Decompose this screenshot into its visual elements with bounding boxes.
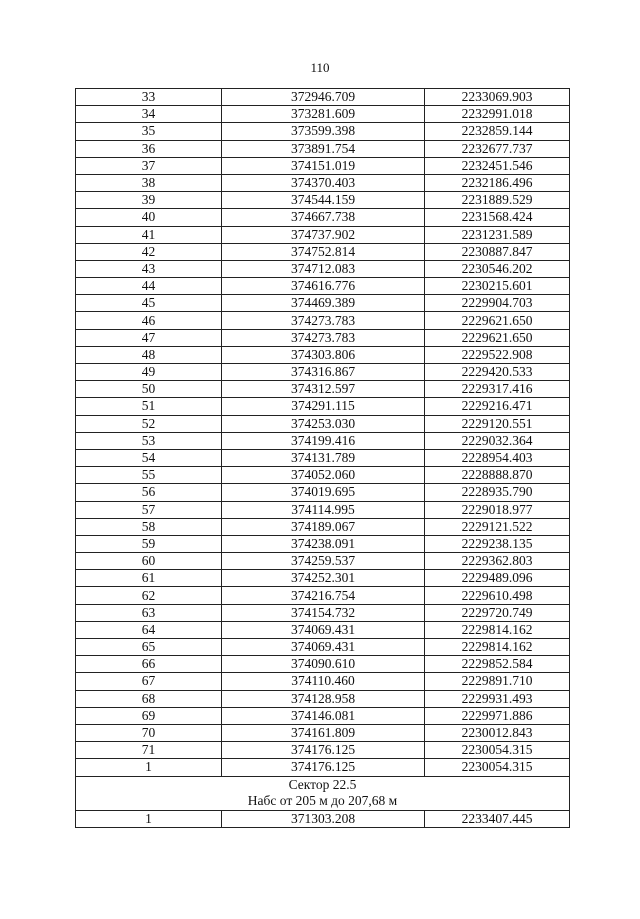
x-coordinate-cell: 374469.389 xyxy=(222,295,425,312)
table-row xyxy=(76,724,570,741)
y-coordinate-cell: 2230054.315 xyxy=(425,759,570,776)
point-number-cell: 59 xyxy=(76,535,222,552)
x-coordinate-cell: 371303.208 xyxy=(222,810,425,827)
x-coordinate-cell: 374544.159 xyxy=(222,192,425,209)
point-number-cell: 51 xyxy=(76,398,222,415)
y-coordinate-cell: 2231889.529 xyxy=(425,192,570,209)
x-coordinate-cell: 374176.125 xyxy=(222,759,425,776)
coordinates-table xyxy=(75,88,570,828)
x-coordinate-cell: 373281.609 xyxy=(222,106,425,123)
y-coordinate-cell: 2229904.703 xyxy=(425,295,570,312)
point-number-cell: 71 xyxy=(76,742,222,759)
point-number-cell: 60 xyxy=(76,553,222,570)
point-number-cell: 47 xyxy=(76,329,222,346)
table-row xyxy=(76,329,570,346)
table-row xyxy=(76,467,570,484)
point-number-cell: 34 xyxy=(76,106,222,123)
y-coordinate-cell: 2232451.546 xyxy=(425,157,570,174)
x-coordinate-cell: 374176.125 xyxy=(222,742,425,759)
y-coordinate-cell: 2233407.445 xyxy=(425,810,570,827)
y-coordinate-cell: 2229621.650 xyxy=(425,312,570,329)
table-row xyxy=(76,209,570,226)
x-coordinate-cell: 374189.067 xyxy=(222,518,425,535)
y-coordinate-cell: 2231568.424 xyxy=(425,209,570,226)
table-row xyxy=(76,604,570,621)
y-coordinate-cell: 2232859.144 xyxy=(425,123,570,140)
x-coordinate-cell: 374252.301 xyxy=(222,570,425,587)
point-number-cell: 44 xyxy=(76,278,222,295)
point-number-cell: 68 xyxy=(76,690,222,707)
y-coordinate-cell: 2229610.498 xyxy=(425,587,570,604)
y-coordinate-cell: 2229317.416 xyxy=(425,381,570,398)
point-number-cell: 66 xyxy=(76,656,222,673)
x-coordinate-cell: 374238.091 xyxy=(222,535,425,552)
y-coordinate-cell: 2230215.601 xyxy=(425,278,570,295)
point-number-cell: 1 xyxy=(76,759,222,776)
y-coordinate-cell: 2229216.471 xyxy=(425,398,570,415)
y-coordinate-cell: 2229420.533 xyxy=(425,364,570,381)
point-number-cell: 55 xyxy=(76,467,222,484)
x-coordinate-cell: 374616.776 xyxy=(222,278,425,295)
table-row xyxy=(76,89,570,106)
y-coordinate-cell: 2232677.737 xyxy=(425,140,570,157)
table-row xyxy=(76,810,570,827)
table-row xyxy=(76,690,570,707)
table-row xyxy=(76,449,570,466)
x-coordinate-cell: 374019.695 xyxy=(222,484,425,501)
table-row xyxy=(76,346,570,363)
x-coordinate-cell: 374146.081 xyxy=(222,707,425,724)
point-number-cell: 35 xyxy=(76,123,222,140)
point-number-cell: 53 xyxy=(76,432,222,449)
x-coordinate-cell: 374154.732 xyxy=(222,604,425,621)
y-coordinate-cell: 2230887.847 xyxy=(425,243,570,260)
table-row xyxy=(76,432,570,449)
table-row xyxy=(76,398,570,415)
table-row xyxy=(76,587,570,604)
y-coordinate-cell: 2232991.018 xyxy=(425,106,570,123)
y-coordinate-cell: 2229362.803 xyxy=(425,553,570,570)
point-number-cell: 1 xyxy=(76,810,222,827)
x-coordinate-cell: 374069.431 xyxy=(222,639,425,656)
x-coordinate-cell: 374151.019 xyxy=(222,157,425,174)
x-coordinate-cell: 374131.789 xyxy=(222,449,425,466)
table-row xyxy=(76,123,570,140)
x-coordinate-cell: 374312.597 xyxy=(222,381,425,398)
table-row xyxy=(76,174,570,191)
table-row xyxy=(76,157,570,174)
x-coordinate-cell: 374303.806 xyxy=(222,346,425,363)
point-number-cell: 37 xyxy=(76,157,222,174)
y-coordinate-cell: 2229720.749 xyxy=(425,604,570,621)
point-number-cell: 69 xyxy=(76,707,222,724)
point-number-cell: 40 xyxy=(76,209,222,226)
y-coordinate-cell: 2232186.496 xyxy=(425,174,570,191)
table-row xyxy=(76,226,570,243)
table-row xyxy=(76,621,570,638)
table-row xyxy=(76,364,570,381)
x-coordinate-cell: 374216.754 xyxy=(222,587,425,604)
table-row xyxy=(76,140,570,157)
y-coordinate-cell: 2229032.364 xyxy=(425,432,570,449)
table-row xyxy=(76,759,570,776)
y-coordinate-cell: 2229489.096 xyxy=(425,570,570,587)
point-number-cell: 42 xyxy=(76,243,222,260)
table-row xyxy=(76,673,570,690)
y-coordinate-cell: 2229121.522 xyxy=(425,518,570,535)
point-number-cell: 46 xyxy=(76,312,222,329)
sector-header-row xyxy=(76,776,570,810)
point-number-cell: 65 xyxy=(76,639,222,656)
table-row xyxy=(76,535,570,552)
table-row xyxy=(76,553,570,570)
point-number-cell: 39 xyxy=(76,192,222,209)
y-coordinate-cell: 2231231.589 xyxy=(425,226,570,243)
x-coordinate-cell: 374052.060 xyxy=(222,467,425,484)
y-coordinate-cell: 2229891.710 xyxy=(425,673,570,690)
point-number-cell: 54 xyxy=(76,449,222,466)
page-number: 110 xyxy=(310,60,330,75)
table-row xyxy=(76,484,570,501)
x-coordinate-cell: 374316.867 xyxy=(222,364,425,381)
point-number-cell: 56 xyxy=(76,484,222,501)
x-coordinate-cell: 374161.809 xyxy=(222,724,425,741)
point-number-cell: 64 xyxy=(76,621,222,638)
y-coordinate-cell: 2229018.977 xyxy=(425,501,570,518)
y-coordinate-cell: 2229522.908 xyxy=(425,346,570,363)
table-row xyxy=(76,742,570,759)
point-number-cell: 63 xyxy=(76,604,222,621)
table-row xyxy=(76,243,570,260)
point-number-cell: 38 xyxy=(76,174,222,191)
table-row xyxy=(76,295,570,312)
table-row xyxy=(76,192,570,209)
x-coordinate-cell: 374273.783 xyxy=(222,329,425,346)
sector-subtitle: Набс от 205 м до 207,68 м xyxy=(247,793,398,808)
point-number-cell: 50 xyxy=(76,381,222,398)
x-coordinate-cell: 374128.958 xyxy=(222,690,425,707)
point-number-cell: 57 xyxy=(76,501,222,518)
y-coordinate-cell: 2229120.551 xyxy=(425,415,570,432)
y-coordinate-cell: 2229931.493 xyxy=(425,690,570,707)
x-coordinate-cell: 374199.416 xyxy=(222,432,425,449)
sector-header xyxy=(76,776,570,810)
table-row xyxy=(76,260,570,277)
point-number-cell: 58 xyxy=(76,518,222,535)
x-coordinate-cell: 373599.398 xyxy=(222,123,425,140)
x-coordinate-cell: 374259.537 xyxy=(222,553,425,570)
point-number-cell: 41 xyxy=(76,226,222,243)
point-number-cell: 43 xyxy=(76,260,222,277)
point-number-cell: 70 xyxy=(76,724,222,741)
y-coordinate-cell: 2233069.903 xyxy=(425,89,570,106)
y-coordinate-cell: 2228888.870 xyxy=(425,467,570,484)
y-coordinate-cell: 2230546.202 xyxy=(425,260,570,277)
point-number-cell: 52 xyxy=(76,415,222,432)
point-number-cell: 67 xyxy=(76,673,222,690)
table-row xyxy=(76,312,570,329)
x-coordinate-cell: 374737.902 xyxy=(222,226,425,243)
x-coordinate-cell: 374712.083 xyxy=(222,260,425,277)
x-coordinate-cell: 374291.115 xyxy=(222,398,425,415)
x-coordinate-cell: 374090.610 xyxy=(222,656,425,673)
table-row xyxy=(76,381,570,398)
x-coordinate-cell: 374752.814 xyxy=(222,243,425,260)
x-coordinate-cell: 374370.403 xyxy=(222,174,425,191)
x-coordinate-cell: 374253.030 xyxy=(222,415,425,432)
table-row xyxy=(76,639,570,656)
x-coordinate-cell: 374667.738 xyxy=(222,209,425,226)
table-row xyxy=(76,501,570,518)
y-coordinate-cell: 2229814.162 xyxy=(425,639,570,656)
point-number-cell: 61 xyxy=(76,570,222,587)
y-coordinate-cell: 2229852.584 xyxy=(425,656,570,673)
table-row xyxy=(76,707,570,724)
table-row xyxy=(76,518,570,535)
x-coordinate-cell: 374114.995 xyxy=(222,501,425,518)
table-row xyxy=(76,570,570,587)
x-coordinate-cell: 374273.783 xyxy=(222,312,425,329)
y-coordinate-cell: 2228954.403 xyxy=(425,449,570,466)
y-coordinate-cell: 2230054.315 xyxy=(425,742,570,759)
table-row xyxy=(76,106,570,123)
y-coordinate-cell: 2229814.162 xyxy=(425,621,570,638)
point-number-cell: 62 xyxy=(76,587,222,604)
table-row xyxy=(76,278,570,295)
point-number-cell: 33 xyxy=(76,89,222,106)
x-coordinate-cell: 374069.431 xyxy=(222,621,425,638)
point-number-cell: 45 xyxy=(76,295,222,312)
point-number-cell: 36 xyxy=(76,140,222,157)
y-coordinate-cell: 2229971.886 xyxy=(425,707,570,724)
point-number-cell: 48 xyxy=(76,346,222,363)
sector-title: Сектор 22.5 xyxy=(288,777,357,792)
y-coordinate-cell: 2229621.650 xyxy=(425,329,570,346)
y-coordinate-cell: 2228935.790 xyxy=(425,484,570,501)
point-number-cell: 49 xyxy=(76,364,222,381)
y-coordinate-cell: 2230012.843 xyxy=(425,724,570,741)
table-row xyxy=(76,415,570,432)
x-coordinate-cell: 373891.754 xyxy=(222,140,425,157)
y-coordinate-cell: 2229238.135 xyxy=(425,535,570,552)
x-coordinate-cell: 372946.709 xyxy=(222,89,425,106)
table-row xyxy=(76,656,570,673)
x-coordinate-cell: 374110.460 xyxy=(222,673,425,690)
